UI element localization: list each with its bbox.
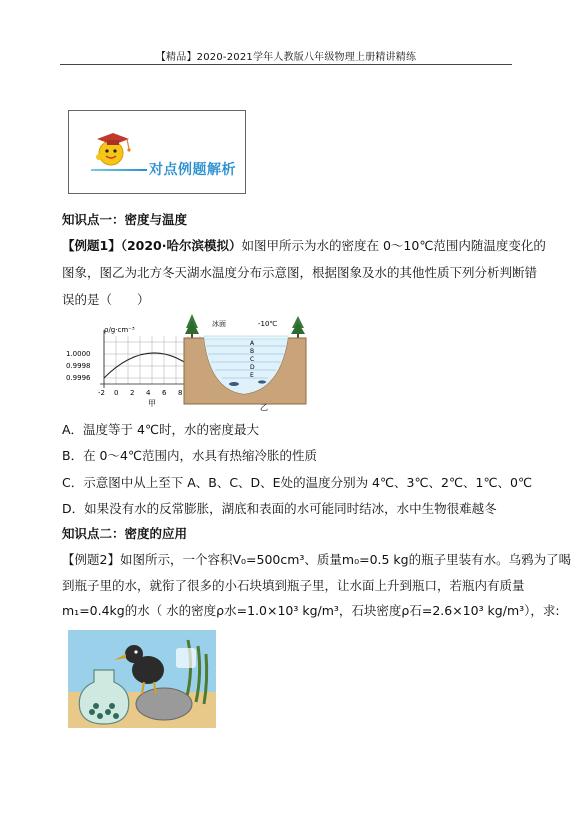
option-c: C．示意图中从上至下 A、B、C、D、E处的温度分别为 4℃、3℃、2℃、1℃、0℃ (62, 475, 533, 490)
example-1-line-2: 图象，图乙为北方冬天湖水温度分布示意图，根据图象及水的其他性质下列分析判断错 (62, 265, 538, 280)
banner-title: 对点例题解析 (149, 162, 236, 178)
fish-icon (258, 380, 266, 383)
section-banner (68, 110, 246, 194)
option-b: B．在 0～4℃范围内，水具有热缩冷胀的性质 (62, 448, 317, 463)
example-2-line-1: 【例题2】如图所示，一个容积V₀=500cm³、质量m₀=0.5 kg的瓶子里装有水。乌鸦为了喝 (62, 552, 572, 567)
example-1-label: 【例题1】 (62, 238, 121, 253)
layer-label: E (250, 372, 254, 379)
graph-x-tick: 4 (146, 389, 151, 397)
graph-y-tick: 0.9996 (66, 374, 91, 382)
example-1-line-1 (62, 236, 546, 254)
crow-bottle-illustration (68, 630, 216, 728)
graph-x-tick: 6 (162, 389, 167, 397)
lake-temperature-diagram (180, 312, 310, 412)
banner-accent-line (91, 169, 147, 171)
fish-icon (229, 382, 239, 386)
layer-label: D (250, 364, 255, 371)
graph-x-tick: 0 (114, 389, 119, 397)
graph-y-label: ρ/g·cm⁻³ (104, 326, 135, 334)
header-divider (60, 64, 512, 65)
ice-layer (204, 336, 288, 339)
option-a: A．温度等于 4℃时，水的密度最大 (62, 422, 260, 437)
rock-icon (136, 688, 192, 720)
graduate-mascot-icon (91, 125, 135, 169)
example-2-line-3: m₁=0.4kg的水（ 水的密度ρ水=1.0×10³ kg/m³，石块密度ρ石=2.6×10³ kg/m³），求: (62, 603, 560, 618)
layer-label: C (250, 356, 255, 363)
figure-a-caption: 甲 (148, 399, 156, 408)
layer-label: A (250, 340, 255, 347)
tree-icon (291, 316, 305, 338)
knowledge-point-2-title: 知识点二：密度的应用 (62, 526, 188, 541)
graph-x-tick: 2 (130, 389, 135, 397)
graph-y-tick: 1.0000 (66, 350, 91, 358)
camera-watermark-icon (176, 648, 196, 668)
example-1-source: （2020·哈尔滨模拟） (120, 238, 242, 253)
example-2-line-2: 到瓶子里的水，就衔了很多的小石块填到瓶子里，让水面上升到瓶口，若瓶内有质量 (62, 578, 525, 593)
ice-surface-label: 冰面 (212, 320, 226, 328)
graph-y-tick: 0.9998 (66, 362, 91, 370)
example-1-text: 如图甲所示为水的密度在 0～10℃范围内随温度变化的 (241, 238, 546, 253)
graph-x-tick: -2 (98, 389, 105, 397)
tree-icon (185, 314, 199, 338)
layer-label: B (250, 348, 255, 355)
knowledge-point-1-title: 知识点一：密度与温度 (62, 212, 188, 227)
example-1-line-3: 误的是（ ） (62, 292, 150, 307)
option-d: D．如果没有水的反常膨胀，湖底和表面的水可能同时结冰，水中生物很难越冬 (62, 501, 497, 516)
air-temperature-label: -10℃ (258, 320, 278, 328)
figure-b-caption: 乙 (260, 403, 268, 412)
page-header: 【精品】2020-2021学年人教版八年级物理上册精讲精练 (155, 52, 417, 63)
graph-x-tick: 8 (178, 389, 183, 397)
